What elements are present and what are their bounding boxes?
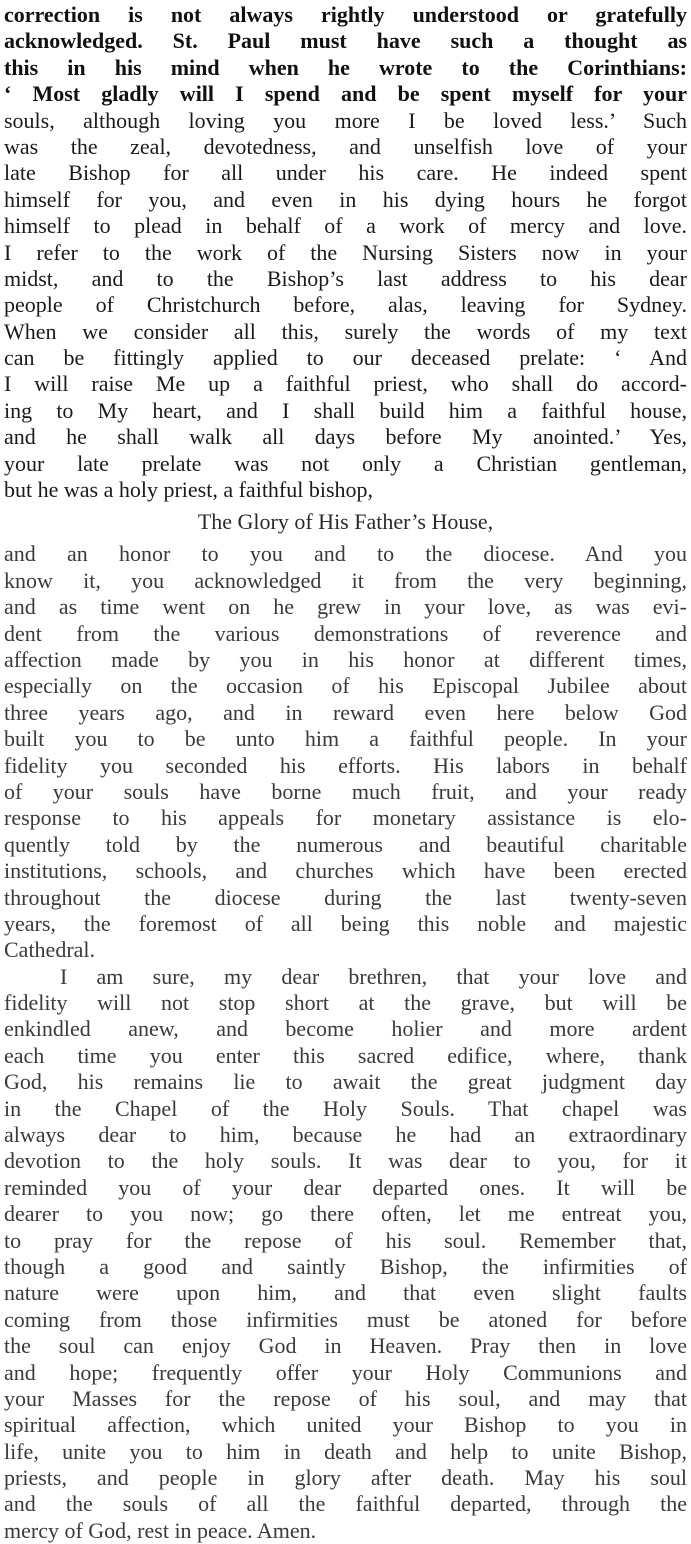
text-line: three years ago, and in reward even here below God [4,699,687,725]
text-line: people of Christchurch before, alas, leaving for Sydney. [4,292,687,318]
text-line: I will raise Me up a faithful priest, who shall do accord- [4,371,687,397]
paragraph-opening [4,2,687,503]
text-line: and as time went on he grew in your love, as was evi- [4,594,687,620]
text-line: himself to plead in behalf of a work of mercy and love. [4,213,687,239]
paragraph-closing [4,964,687,1544]
text-line: I refer to the work of the Nursing Sisters now in your [4,239,687,265]
text-line: priests, and people in glory after death. May his soul [4,1465,687,1491]
text-line: can be fittingly applied to our deceased prelate: ‘ And [4,345,687,371]
text-line: always dear to him, because he had an extraordinary [4,1122,687,1148]
text-line: know it, you acknowledged it from the very beginning, [4,567,687,593]
text-line: souls, although loving you more I be loved less.’ Such [4,107,687,133]
text-line: the soul can enjoy God in Heaven. Pray then in love [4,1333,687,1359]
text-line: quently told by the numerous and beautiful charitable [4,831,687,857]
text-line: years, the foremost of all being this noble and majestic [4,910,687,936]
text-line: enkindled anew, and become holier and more ardent [4,1016,687,1042]
subheading: The Glory of His Father’s House, [197,509,494,535]
text-line: this in his mind when he wrote to the Corinthians: [4,54,687,80]
text-line: dearer to you now; go there often, let me entreat you, [4,1201,687,1227]
text-line: to pray for the repose of his soul. Remember that, [4,1227,687,1253]
text-line: fidelity will not stop short at the grave, but will be [4,990,687,1016]
text-line: and an honor to you and to the diocese. And you [4,541,687,567]
text-line: and the souls of all the faithful departed, through the [4,1491,687,1517]
text-line: ing to My heart, and I shall build him a faithful house, [4,397,687,423]
text-line: response to his appeals for monetary assistance is elo- [4,805,687,831]
text-line: himself for you, and even in his dying hours he forgot [4,186,687,212]
text-line: correction is not always rightly understood or gratefully [4,2,687,27]
text-line: When we consider all this, surely the words of my text [4,318,687,344]
text-line: reminded you of your dear departed ones. It will be [4,1174,687,1200]
text-line: of your souls have borne much fruit, and your ready [4,778,687,804]
text-line: and he shall walk all days before My anointed.’ Yes, [4,424,687,450]
text-line: dent from the various demonstrations of reverence and [4,620,687,646]
text-line: built you to be unto him a faithful people. In your [4,726,687,752]
text-line: institutions, schools, and churches which have been erected [4,858,687,884]
text-line: devotion to the holy souls. It was dear to you, for it [4,1148,687,1174]
text-line: coming from those infirmities must be atoned for before [4,1306,687,1332]
text-line: your Masses for the repose of his soul, and may that [4,1385,687,1411]
text-line: throughout the diocese during the last twenty-seven [4,884,687,910]
newspaper-article [4,2,687,1544]
text-line: God, his remains lie to await the great judgment day [4,1069,687,1095]
text-line: acknowledged. St. Paul must have such a thought as [4,28,687,54]
text-line: nature were upon him, and that even slight faults [4,1280,687,1306]
text-line: spiritual affection, which united your Bishop to you in [4,1412,687,1438]
text-line: especially on the occasion of his Episcopal Jubilee about [4,673,687,699]
text-line: and hope; frequently offer your Holy Communions and [4,1359,687,1385]
text-line: but he was a holy priest, a faithful bishop, [4,477,374,503]
text-line: life, unite you to him in death and help to unite Bishop, [4,1438,687,1464]
text-line: in the Chapel of the Holy Souls. That chapel was [4,1095,687,1121]
text-line: fidelity you seconded his efforts. His labors in behalf [4,752,687,778]
text-line: though a good and saintly Bishop, the infirmities of [4,1253,687,1279]
text-line: late Bishop for all under his care. He indeed spent [4,160,687,186]
text-line: your late prelate was not only a Christian gentleman, [4,450,687,476]
text-line: I am sure, my dear brethren, that your love and [60,963,687,989]
text-line: Cathedral. [4,937,96,963]
paragraph-middle [4,541,687,963]
text-line: each time you enter this sacred edifice, where, thank [4,1042,687,1068]
text-line: mercy of God, rest in peace. Amen. [4,1517,317,1543]
text-line: affection made by you in his honor at different times, [4,646,687,672]
text-line: midst, and to the Bishop’s last address to his dear [4,265,687,291]
text-line: ‘ Most gladly will I spend and be spent myself for your [4,81,687,107]
text-line: was the zeal, devotedness, and unselfish love of your [4,133,687,159]
